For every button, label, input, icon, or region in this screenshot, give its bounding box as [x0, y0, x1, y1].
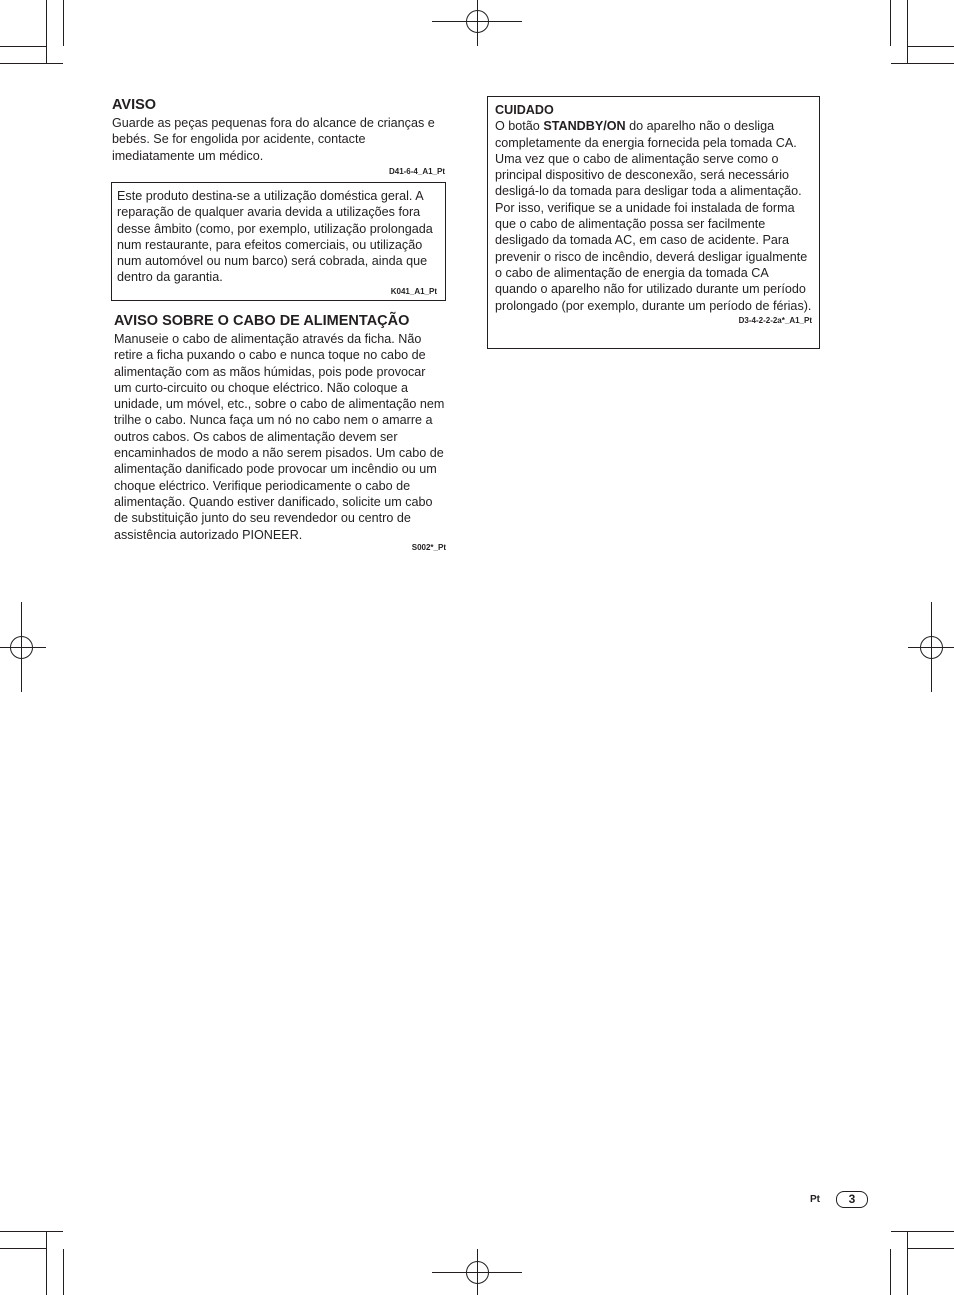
registration-mark-icon [432, 0, 522, 46]
cuidado-body-prefix: O botão [495, 119, 544, 134]
crop-mark-icon [891, 0, 954, 64]
aviso-body: Guarde as peças pequenas fora do alcance de crianças e bebés. Se for engolida por acidente, contacte imediatamente um médico. [112, 116, 435, 163]
aviso-code: D41-6-4_A1_Pt [388, 166, 445, 176]
crop-mark-icon [891, 1232, 954, 1295]
page-number: 3 [836, 1191, 868, 1208]
power-cord-body: Manuseie o cabo de alimentação através da ficha. Não retire a ficha puxando o cabo e nunca toque no cabo de alimentação com as mãos húmidas, pois pode provocar um curto-circuito ou choque eléctrico. Não coloque a unidade, um móvel, etc., sobre o cabo de alimentação nem trilhe o cabo. Nunca faça um nó no cabo nem o amarre a outros cabos. Os cabos de alimentação devem ser encaminhados de modo a não serem pisados. Um cabo de alimentação danificado pode provocar um incêndio ou um choque eléctrico. Verifique periodicamente o cabo de alimentação. Quando estiver danificado, solicite um cabo de substituição junto do seu revendedor ou centro de assistência autorizado PIONEER. [114, 332, 445, 542]
language-label: Pt [810, 1194, 820, 1205]
domestic-use-body: Este produto destina-se a utilização doméstica geral. A reparação de qualquer avaria devida a utilizações fora desse âmbito (como, por exemplo, utilização prolongada num restaurante, para efeitos comerciais, ou utilização num automóvel ou num barco) será cobrada, ainda que dentro da garantia. [117, 189, 433, 285]
cuidado-title: CUIDADO [495, 103, 554, 117]
aviso-title: AVISO [112, 97, 157, 113]
crop-mark-icon [0, 0, 64, 64]
registration-mark-icon [432, 1249, 522, 1295]
standby-on-button-name: STANDBY/ON [543, 119, 626, 134]
cuidado-code: D3-4-2-2-2a*_A1_Pt [738, 315, 812, 325]
crop-mark-icon [0, 1232, 64, 1295]
registration-mark-icon [0, 602, 46, 692]
domestic-use-box [111, 182, 446, 301]
cuidado-body [495, 118, 812, 314]
aviso-section [112, 97, 445, 176]
power-cord-title: AVISO SOBRE O CABO DE ALIMENTAÇÃO [114, 313, 410, 329]
domestic-use-code: K041_A1_Pt [390, 286, 437, 296]
registration-mark-icon [908, 602, 954, 692]
power-cord-code: S002*_Pt [411, 542, 446, 552]
cuidado-body-suffix: do aparelho não o desliga completamente da energia fornecida pela tomada CA. Uma vez que o cabo de alimentação serve como o principal dispositivo de desconexão, será necessário desligá-lo da tomada para desligar toda a alimentação. Por isso, verifique se a unidade foi instalada de forma que o cabo de alimentação possa ser facilmente desligado da tomada AC, em caso de acidente. Para prevenir o risco de incêndio, deverá desligar igualmente o cabo de alimentação de energia da tomada CA quando o aparelho não for utilizado durante um período prolongado (por exemplo, durante um período de férias). [495, 119, 812, 313]
power-cord-section [114, 313, 446, 552]
cuidado-box [487, 96, 820, 349]
